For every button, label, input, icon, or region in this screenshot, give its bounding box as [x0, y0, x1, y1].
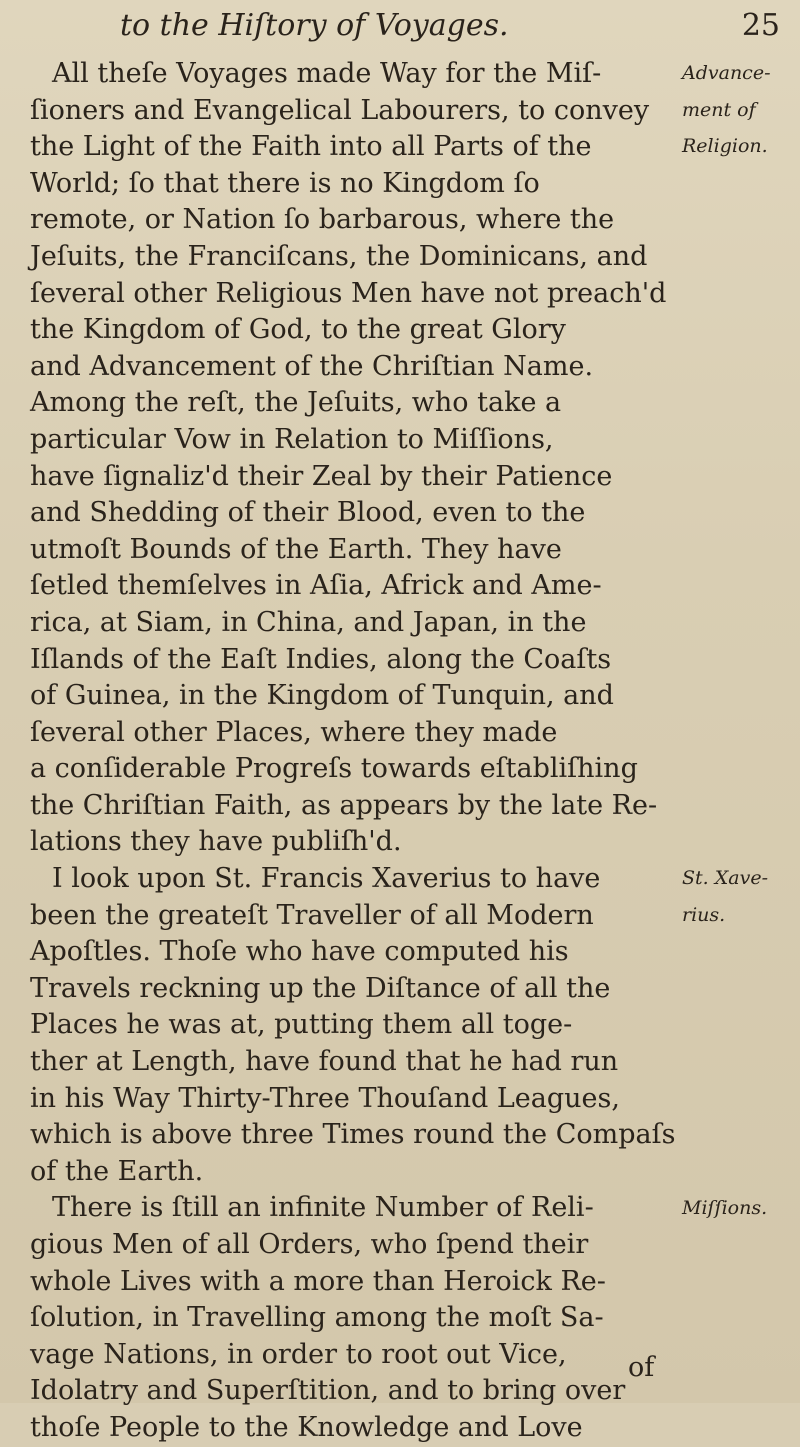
text-line: remote, or Nation ſo barbarous, where the: [30, 204, 615, 236]
text-line: All theſe Voyages made Way for the Miſ-: [52, 58, 602, 89]
text-line: ſeveral other Places, where they made: [30, 716, 558, 748]
running-head: to the Hiſtory of Voyages.: [120, 8, 509, 43]
text-line: the Chriſtian Faith, as appears by the late Re-: [30, 789, 658, 821]
text-line: I look upon St. Francis Xaverius to have: [52, 863, 601, 895]
text-line: ſeveral other Religious Men have not preach'd: [30, 277, 667, 309]
text-line: of the Earth.: [30, 1155, 204, 1187]
text-line: lations they have publiſh'd.: [30, 826, 402, 858]
text-line: have ſignaliz'd their Zeal by their Patience: [30, 460, 613, 492]
text-line: in his Way Thirty-Three Thouſand Leagues,: [30, 1082, 620, 1114]
text-line: and Shedding of their Blood, even to the: [30, 497, 586, 529]
text-line: Jeſuits, the Franciſcans, the Dominicans, and: [30, 240, 648, 272]
page-header: [120, 8, 780, 52]
text-line: ſioners and Evangelical Labourers, to convey: [30, 94, 650, 126]
text-line: of Guinea, in the Kingdom of Tunquin, and: [30, 680, 614, 712]
text-line: rica, at Siam, in China, and Japan, in the: [30, 606, 587, 638]
margin-note: Miſſions.: [682, 1196, 768, 1219]
text-line: particular Vow in Relation to Miſſions,: [30, 423, 554, 455]
text-line: the Light of the Faith into all Parts of the: [30, 131, 592, 163]
text-line: thoſe People to the Knowledge and Love: [30, 1411, 583, 1443]
text-line: ther at Length, have found that he had run: [30, 1046, 619, 1078]
text-line: Idolatry and Superſtition, and to bring over: [30, 1375, 626, 1407]
margin-note: St. Xave-: [682, 867, 768, 890]
text-line: gious Men of all Orders, who ſpend their: [30, 1229, 589, 1260]
text-line: the Kingdom of God, to the great Glory: [30, 314, 566, 346]
margin-note: ment of: [682, 98, 756, 121]
margin-note: rius.: [682, 903, 726, 926]
text-line: Iſlands of the Eaſt Indies, along the Coaſts: [30, 643, 612, 675]
text-line: Places he was at, putting them all toge-: [30, 1009, 573, 1041]
margin-note: Religion.: [682, 135, 768, 158]
page-number: 25: [741, 8, 780, 43]
margin-note: Advance-: [682, 62, 771, 84]
text-line: whole Lives with a more than Heroick Re-: [30, 1265, 606, 1297]
catchword: of: [628, 1352, 655, 1383]
text-line: been the greateſt Traveller of all Modern: [30, 899, 594, 931]
text-line: Among the reſt, the Jeſuits, who take a: [30, 387, 562, 419]
text-line: utmoſt Bounds of the Earth. They have: [30, 533, 562, 565]
text-line: ſolution, in Travelling among the moſt Sa-: [30, 1302, 604, 1334]
text-line: Apoſtles. Thoſe who have computed his: [30, 936, 569, 968]
text-line: and Advancement of the Chriſtian Name.: [30, 350, 594, 382]
text-line: World; ſo that there is no Kingdom ſo: [30, 167, 540, 199]
body-text: [30, 56, 680, 1447]
text-line: which is above three Times round the Compaſs: [30, 1119, 676, 1151]
text-line: a conſiderable Progreſs towards eſtabliſhing: [30, 753, 638, 785]
text-line: vage Nations, in order to root out Vice,: [30, 1338, 567, 1370]
text-line: ſetled themſelves in Aſia, Africk and Ame-: [30, 570, 602, 602]
text-line: Travels reckning up the Diſtance of all the: [30, 972, 611, 1004]
text-line: There is ſtill an infinite Number of Reli-: [52, 1192, 594, 1224]
